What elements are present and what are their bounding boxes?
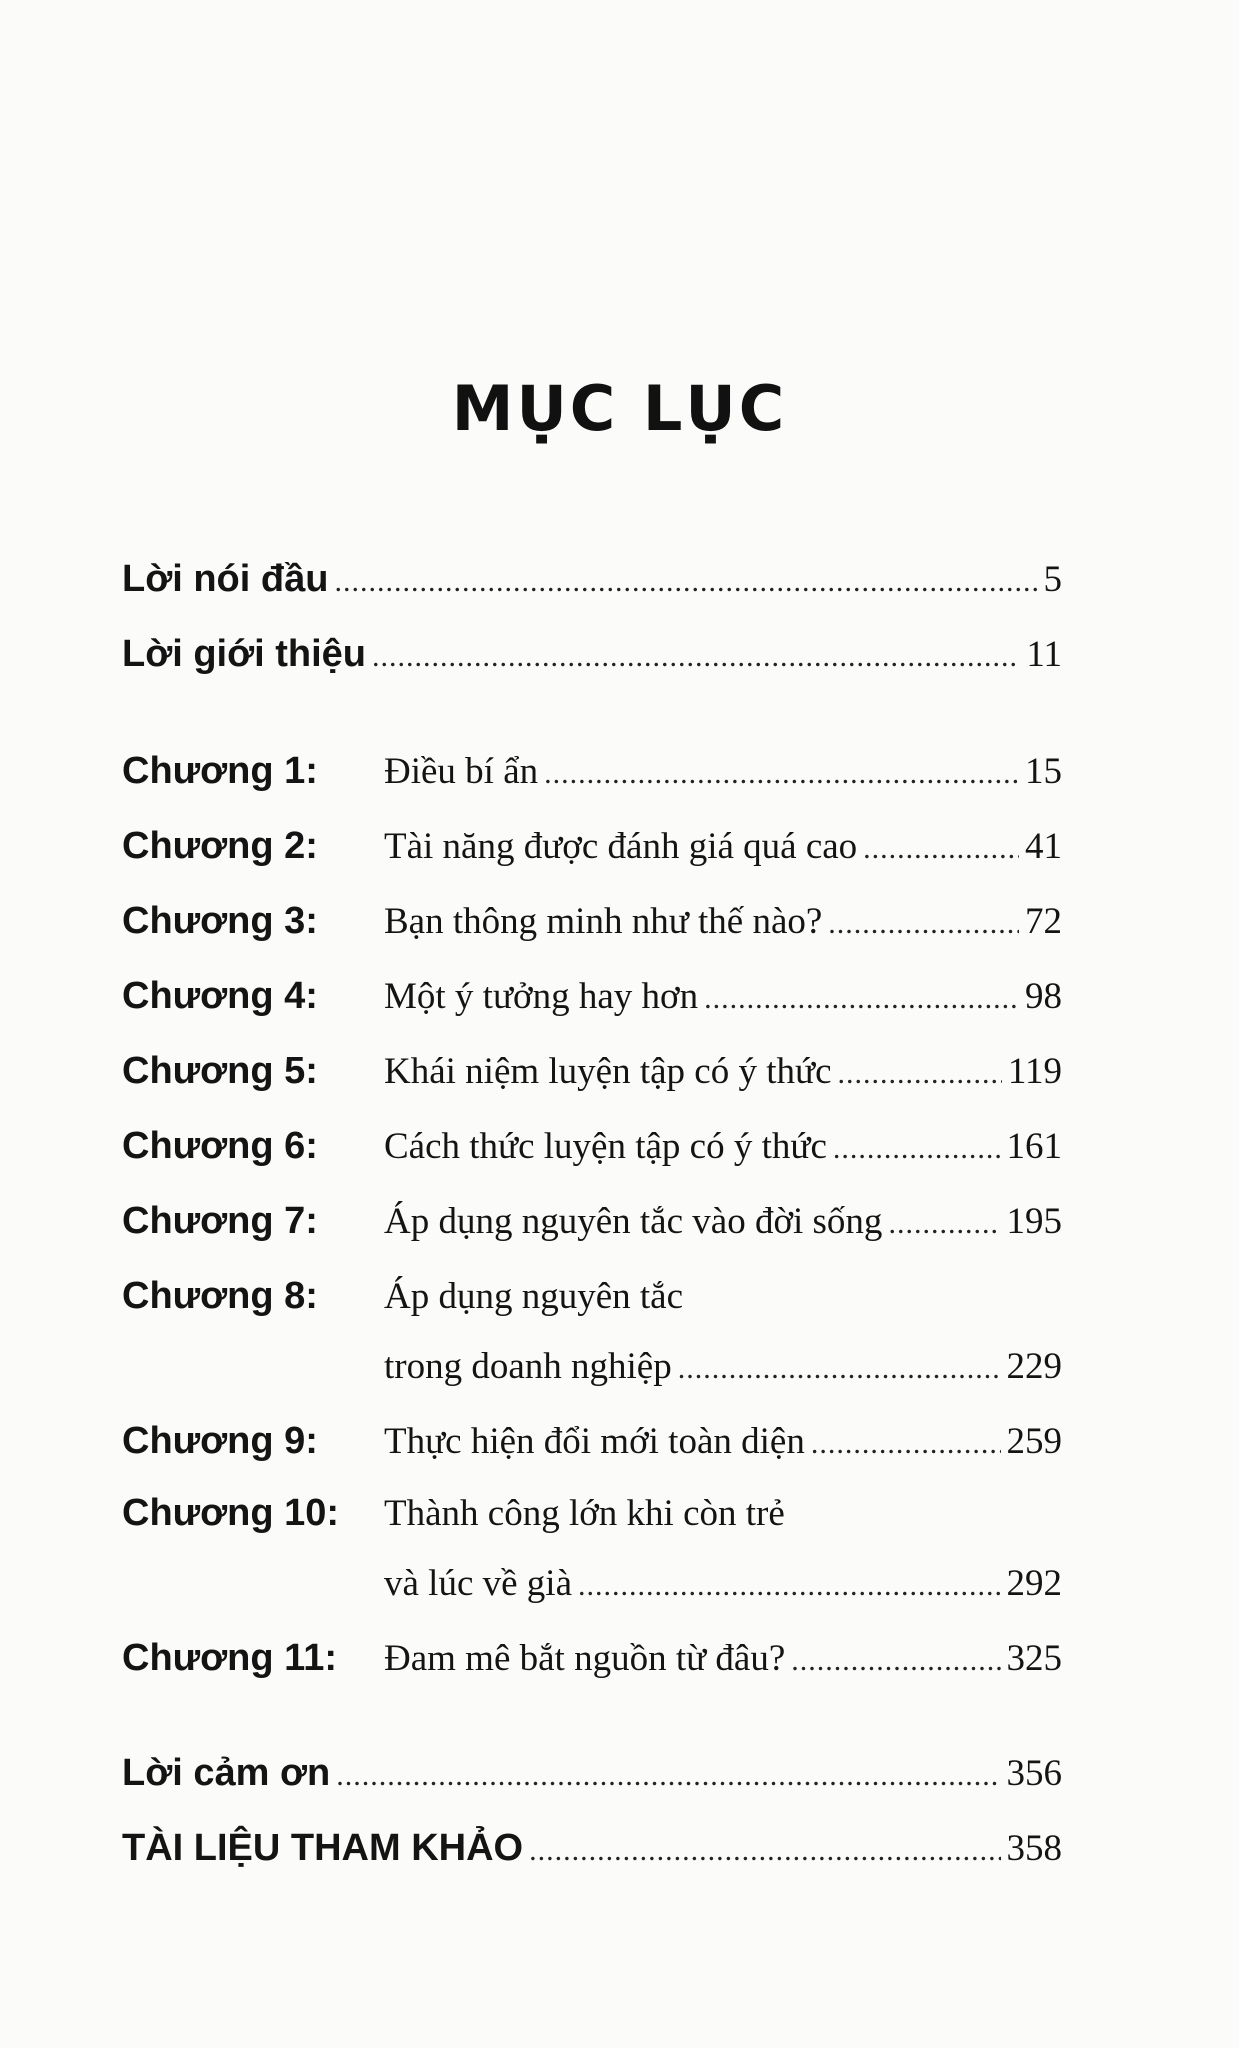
page-number: 5 — [1043, 559, 1062, 600]
toc-entry-introduction[interactable] — [122, 633, 1062, 693]
chapter-label: Chương 3: — [122, 900, 318, 942]
chapter-label: Chương 9: — [122, 1420, 318, 1462]
page-number: 356 — [1006, 1753, 1062, 1794]
chapter-label: Chương 2: — [122, 825, 318, 867]
entry-label: Lời giới thiệu — [122, 633, 367, 675]
page-number: 292 — [1006, 1563, 1062, 1604]
toc-entry-references[interactable] — [122, 1827, 1062, 1887]
dot-leader — [863, 832, 1019, 866]
toc-entry-chapter-6[interactable] — [122, 1125, 1062, 1185]
chapter-label: Chương 1: — [122, 750, 318, 792]
dot-leader — [578, 1569, 1001, 1603]
chapter-title: Bạn thông minh như thế nào? — [384, 901, 823, 942]
toc-entry-chapter-2[interactable] — [122, 825, 1062, 885]
chapter-label: Chương 8: — [122, 1275, 318, 1317]
chapter-title: Một ý tưởng hay hơn — [384, 976, 699, 1017]
dot-leader — [838, 1057, 1002, 1091]
toc-entry-foreword[interactable] — [122, 558, 1062, 618]
page-number: 98 — [1025, 976, 1062, 1017]
toc-entry-chapter-10[interactable] — [122, 1492, 1062, 1552]
dot-leader — [334, 565, 1037, 599]
page-number: 229 — [1006, 1346, 1062, 1387]
toc-entry-chapter-11[interactable] — [122, 1637, 1062, 1697]
entry-label: TÀI LIỆU THAM KHẢO — [122, 1827, 524, 1869]
toc-entry-chapter-4[interactable] — [122, 975, 1062, 1035]
page-title: MỤC LỤC — [451, 372, 788, 445]
chapter-label: Chương 11: — [122, 1637, 337, 1679]
chapter-title: Cách thức luyện tập có ý thức — [384, 1126, 827, 1167]
dot-leader — [678, 1352, 1001, 1386]
chapter-title: Tài năng được đánh giá quá cao — [384, 826, 858, 867]
dot-leader — [529, 1834, 1000, 1868]
chapter-title-continued: và lúc về già — [384, 1563, 572, 1604]
chapter-title: Thành công lớn khi còn trẻ — [384, 1493, 785, 1534]
page-number: 259 — [1006, 1421, 1062, 1462]
chapter-title: Đam mê bắt nguồn từ đâu? — [384, 1638, 786, 1679]
toc-entry-chapter-8[interactable] — [122, 1275, 1062, 1335]
toc-entry-acknowledgements[interactable] — [122, 1752, 1062, 1812]
page-number: 72 — [1025, 901, 1062, 942]
dot-leader — [888, 1207, 1000, 1241]
page-number: 195 — [1006, 1201, 1062, 1242]
toc-entry-chapter-1[interactable] — [122, 750, 1062, 810]
toc-entry-chapter-9[interactable] — [122, 1420, 1062, 1480]
toc-entry-chapter-7[interactable] — [122, 1200, 1062, 1260]
page-number: 119 — [1007, 1051, 1062, 1092]
toc-entry-chapter-5[interactable] — [122, 1050, 1062, 1110]
page-number: 358 — [1006, 1828, 1062, 1869]
chapter-title: Thực hiện đổi mới toàn diện — [384, 1421, 805, 1462]
chapter-title: Áp dụng nguyên tắc — [384, 1276, 684, 1317]
chapter-label: Chương 6: — [122, 1125, 318, 1167]
entry-label: Lời nói đầu — [122, 558, 329, 600]
chapter-label: Chương 4: — [122, 975, 318, 1017]
chapter-title: Điều bí ẩn — [384, 751, 539, 792]
page-number: 161 — [1006, 1126, 1062, 1167]
page-number: 325 — [1006, 1638, 1062, 1679]
dot-leader — [544, 757, 1019, 791]
page-number: 11 — [1026, 634, 1062, 675]
toc-entry-chapter-3[interactable] — [122, 900, 1062, 960]
dot-leader — [336, 1759, 1000, 1793]
page-number: 41 — [1025, 826, 1062, 867]
chapter-title-continued: trong doanh nghiệp — [384, 1346, 672, 1387]
entry-label: Lời cảm ơn — [122, 1752, 331, 1794]
dot-leader — [791, 1644, 1000, 1678]
dot-leader — [811, 1427, 1001, 1461]
page-number: 15 — [1025, 751, 1062, 792]
dot-leader — [704, 982, 1019, 1016]
chapter-label: Chương 5: — [122, 1050, 318, 1092]
chapter-title: Khái niệm luyện tập có ý thức — [384, 1051, 832, 1092]
dot-leader — [372, 640, 1020, 674]
dot-leader — [828, 907, 1019, 941]
dot-leader — [833, 1132, 1001, 1166]
toc-entry-chapter-10-cont[interactable] — [384, 1562, 1062, 1622]
chapter-label: Chương 10: — [122, 1492, 340, 1534]
toc-entry-chapter-8-cont[interactable] — [384, 1345, 1062, 1405]
chapter-title: Áp dụng nguyên tắc vào đời sống — [384, 1201, 883, 1242]
chapter-label: Chương 7: — [122, 1200, 318, 1242]
